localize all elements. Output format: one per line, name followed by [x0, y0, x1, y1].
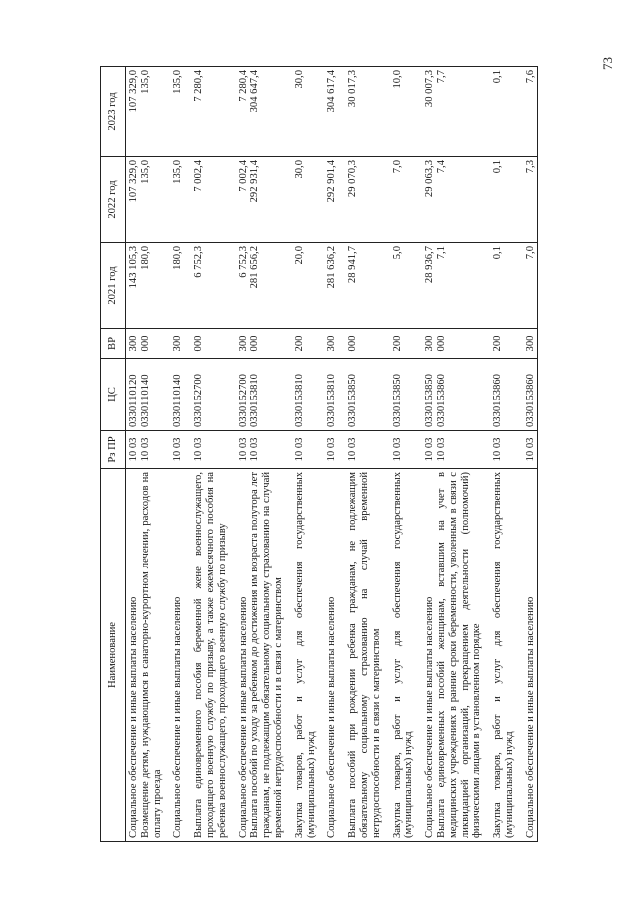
- row-rz-pr: 10 03: [516, 431, 537, 469]
- row-cs: 0330110140: [140, 359, 164, 431]
- row-name: Социальное обеспечение и иные выплаты населению: [163, 469, 184, 842]
- table-row: [249, 67, 284, 842]
- row-value-2022: 0,1: [483, 157, 516, 243]
- row-value-2022: 7,0: [383, 157, 416, 243]
- header-2021: 2021 год: [101, 243, 126, 329]
- row-rz-pr: 10 03: [126, 431, 140, 469]
- row-value-2023: 7,6: [516, 67, 537, 157]
- table-row: [317, 67, 338, 842]
- table-row: [516, 67, 537, 842]
- row-name: Выплата пособий при рождении ребенка гражданам, не подлежащим обязательному социальному страхованию на случай временной нетрудоспособности и в связи с материнством: [338, 469, 382, 842]
- table-row: [163, 67, 184, 842]
- row-vr: 300: [516, 329, 537, 359]
- row-value-2021: 7,0: [516, 243, 537, 329]
- row-value-2022: 29 070,3: [338, 157, 382, 243]
- row-rz-pr: 10 03: [249, 431, 284, 469]
- row-rz-pr: 10 03: [317, 431, 338, 469]
- table-row: [285, 67, 318, 842]
- row-name: Социальное обеспечение и иные выплаты населению: [126, 469, 140, 842]
- row-name: Социальное обеспечение и иные выплаты населению: [415, 469, 436, 842]
- row-value-2022: 135,0: [140, 157, 164, 243]
- row-value-2021: 5,0: [383, 243, 416, 329]
- row-cs: 0330153860: [483, 359, 516, 431]
- row-value-2023: 135,0: [163, 67, 184, 157]
- header-2022: 2022 год: [101, 157, 126, 243]
- header-rz-pr: Рз ПР: [101, 431, 126, 469]
- row-value-2022: 29 063,3: [415, 157, 436, 243]
- row-name: Социальное обеспечение и иные выплаты населению: [516, 469, 537, 842]
- row-name: Социальное обеспечение и иные выплаты населению: [229, 469, 250, 842]
- row-vr: 000: [436, 329, 483, 359]
- row-value-2023: 10,0: [383, 67, 416, 157]
- row-vr: 000: [249, 329, 284, 359]
- row-value-2023: 107 329,0: [126, 67, 140, 157]
- row-vr: 000: [184, 329, 228, 359]
- row-value-2023: 30,0: [285, 67, 318, 157]
- row-value-2023: 135,0: [140, 67, 164, 157]
- rotated-page-content: [100, 67, 620, 842]
- row-vr: 300: [126, 329, 140, 359]
- row-name: Возмещение детям, нуждающимся в санаторно-курортном лечении, расходов на оплату проезда: [140, 469, 164, 842]
- row-value-2021: 28 936,7: [415, 243, 436, 329]
- row-name: Выплата единовременного пособия беременной жене военнослужащего, проходящего военную службу по призыву, а также ежемесячного пособия на ребенка военнослужащего, проходящего военную службу по призыву: [184, 469, 228, 842]
- row-vr: 300: [415, 329, 436, 359]
- row-name: Закупка товаров, работ и услуг для обеспечения государственных (муниципальных) нужд: [483, 469, 516, 842]
- row-value-2022: 30,0: [285, 157, 318, 243]
- row-cs: 0330152700: [229, 359, 250, 431]
- row-value-2022: 7,3: [516, 157, 537, 243]
- row-rz-pr: 10 03: [383, 431, 416, 469]
- row-value-2021: 7,1: [436, 243, 483, 329]
- page-number: 73: [600, 57, 615, 70]
- row-value-2021: 180,0: [140, 243, 164, 329]
- row-value-2023: 304 647,4: [249, 67, 284, 157]
- row-vr: 200: [285, 329, 318, 359]
- row-rz-pr: 10 03: [163, 431, 184, 469]
- table-row: [436, 67, 483, 842]
- row-cs: 0330153850: [383, 359, 416, 431]
- row-rz-pr: 10 03: [483, 431, 516, 469]
- row-value-2022: 292 931,4: [249, 157, 284, 243]
- row-value-2021: 143 105,3: [126, 243, 140, 329]
- row-value-2022: 292 901,4: [317, 157, 338, 243]
- row-cs: 0330153810: [249, 359, 284, 431]
- row-cs: 0330153850: [415, 359, 436, 431]
- row-value-2021: 6 752,3: [184, 243, 228, 329]
- table-row: [415, 67, 436, 842]
- row-name: Закупка товаров, работ и услуг для обеспечения государственных (муниципальных) нужд: [383, 469, 416, 842]
- row-value-2021: 0,1: [483, 243, 516, 329]
- row-rz-pr: 10 03: [285, 431, 318, 469]
- row-vr: 200: [383, 329, 416, 359]
- row-name: Закупка товаров, работ и услуг для обеспечения государственных (муниципальных) нужд: [285, 469, 318, 842]
- row-vr: 000: [140, 329, 164, 359]
- table-row: [229, 67, 250, 842]
- table-row: [140, 67, 164, 842]
- row-value-2022: 7 002,4: [229, 157, 250, 243]
- row-value-2023: 0,1: [483, 67, 516, 157]
- row-value-2021: 180,0: [163, 243, 184, 329]
- row-value-2021: 281 656,2: [249, 243, 284, 329]
- row-value-2023: 7 280,4: [184, 67, 228, 157]
- header-cs: ЦС: [101, 359, 126, 431]
- row-value-2023: 7,7: [436, 67, 483, 157]
- row-cs: 0330110140: [163, 359, 184, 431]
- header-vr: ВР: [101, 329, 126, 359]
- row-name: Выплата единовременных пособий женщинам, вставшим на учет в медицинских учреждениях в ранние сроки беременности, уволенным в связи с ликвидацией организаций, прекращением деятельности (полномочий) физическими лицами в установленном порядке: [436, 469, 483, 842]
- row-cs: 0330153810: [317, 359, 338, 431]
- table-row: [338, 67, 382, 842]
- row-value-2022: 107 329,0: [126, 157, 140, 243]
- row-value-2023: 30 007,3: [415, 67, 436, 157]
- table-row: [483, 67, 516, 842]
- row-name: Социальное обеспечение и иные выплаты населению: [317, 469, 338, 842]
- row-value-2021: 20,0: [285, 243, 318, 329]
- row-cs: 0330153810: [285, 359, 318, 431]
- row-cs: 0330152700: [184, 359, 228, 431]
- row-vr: 300: [163, 329, 184, 359]
- row-rz-pr: 10 03: [338, 431, 382, 469]
- row-value-2021: 281 636,2: [317, 243, 338, 329]
- row-name: Выплата пособий по уходу за ребенком до достижения им возраста полутора лет гражданам, не подлежащим обязательному социальному страхованию на случай временной нетрудоспособности и в связи с материнством: [249, 469, 284, 842]
- row-cs: 0330153860: [436, 359, 483, 431]
- row-vr: 200: [483, 329, 516, 359]
- row-value-2022: 7 002,4: [184, 157, 228, 243]
- row-rz-pr: 10 03: [184, 431, 228, 469]
- row-rz-pr: 10 03: [140, 431, 164, 469]
- row-value-2023: 30 017,3: [338, 67, 382, 157]
- header-name: Наименование: [101, 469, 126, 842]
- row-rz-pr: 10 03: [415, 431, 436, 469]
- row-rz-pr: 10 03: [229, 431, 250, 469]
- header-2023: 2023 год: [101, 67, 126, 157]
- table-row: [184, 67, 228, 842]
- row-cs: 0330153860: [516, 359, 537, 431]
- row-cs: 0330110120: [126, 359, 140, 431]
- budget-table: [100, 66, 538, 842]
- row-value-2022: 135,0: [163, 157, 184, 243]
- row-value-2023: 304 617,4: [317, 67, 338, 157]
- row-vr: 300: [229, 329, 250, 359]
- row-vr: 300: [317, 329, 338, 359]
- row-value-2022: 7,4: [436, 157, 483, 243]
- table-row: [383, 67, 416, 842]
- table-header-row: [101, 67, 126, 842]
- row-value-2021: 6 752,3: [229, 243, 250, 329]
- row-vr: 000: [338, 329, 382, 359]
- row-value-2021: 28 941,7: [338, 243, 382, 329]
- table-row: [126, 67, 140, 842]
- row-value-2023: 7 280,4: [229, 67, 250, 157]
- row-cs: 0330153850: [338, 359, 382, 431]
- row-rz-pr: 10 03: [436, 431, 483, 469]
